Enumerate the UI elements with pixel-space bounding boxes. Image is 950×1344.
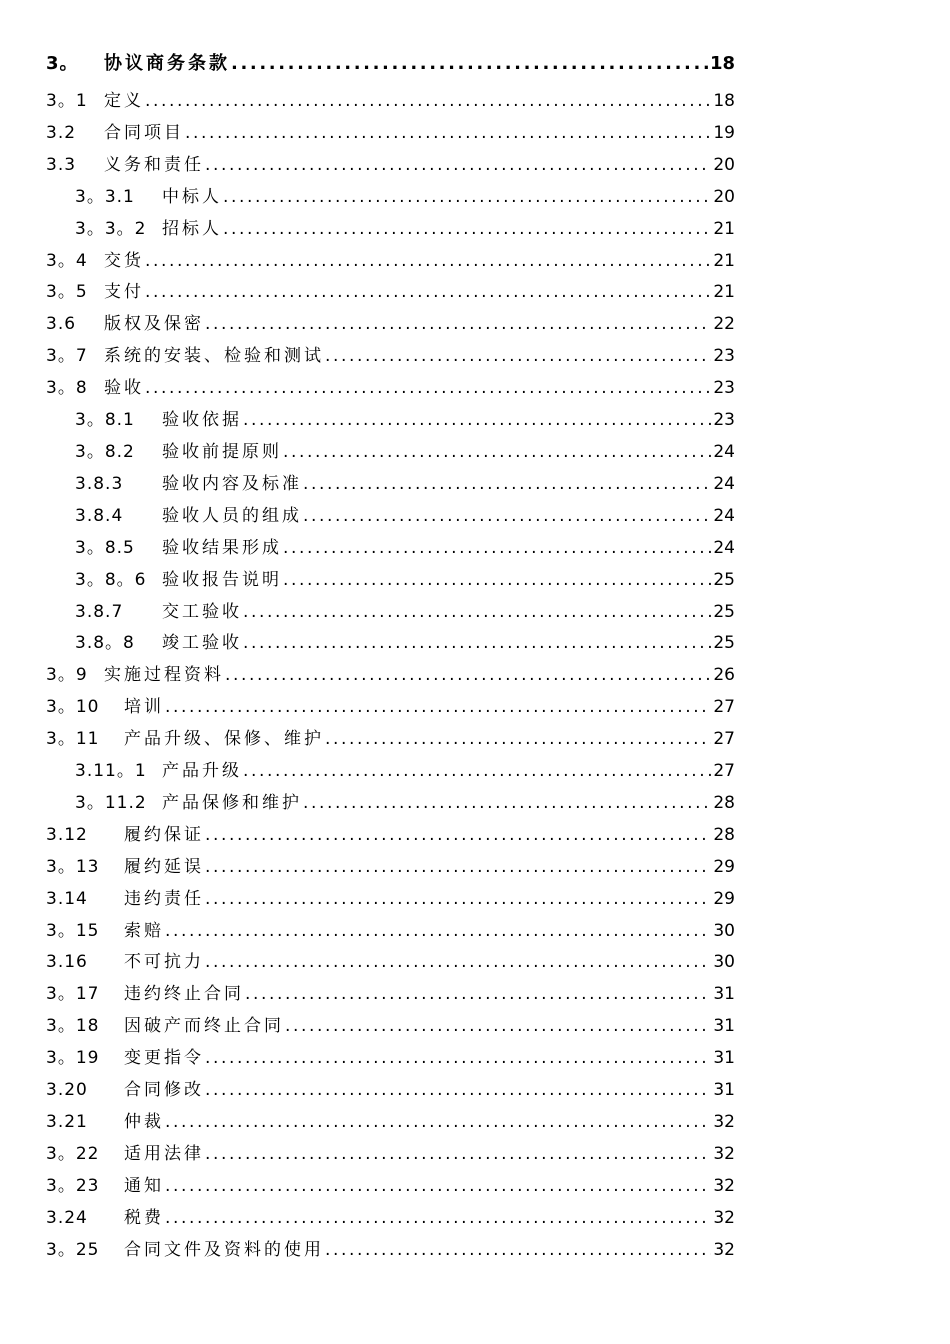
- toc-entry-number: 3。8.5: [75, 537, 135, 558]
- toc-dot-leader: [165, 1107, 711, 1139]
- toc-entry-title: 实施过程资料: [104, 665, 224, 686]
- toc-entry-number: 3。19: [46, 1048, 100, 1069]
- toc-entry-number: 3。23: [46, 1175, 100, 1196]
- toc-entry[interactable]: [46, 692, 735, 724]
- toc-entry[interactable]: [46, 182, 735, 214]
- toc-entry-number: 3.24: [46, 1207, 88, 1228]
- toc-entry-title: 版权及保密: [104, 314, 204, 335]
- toc-dot-leader: [165, 916, 711, 948]
- toc-dot-leader: [245, 979, 711, 1011]
- toc-entry-page-number: 21: [713, 218, 735, 239]
- toc-entry-page-number: 28: [713, 792, 735, 813]
- toc-entry-title: 仲裁: [124, 1112, 164, 1132]
- toc-entry[interactable]: [46, 1011, 735, 1043]
- toc-entry-title: 因破产而终止合同: [124, 1016, 284, 1037]
- toc-entry-title: 验收人员的组成: [162, 505, 302, 526]
- toc-entry-number: 3。13: [46, 856, 100, 877]
- toc-entry-page-number: 31: [713, 984, 735, 1005]
- toc-entry[interactable]: [46, 1235, 735, 1267]
- toc-dot-leader: [243, 628, 711, 660]
- toc-entry-number: 3。7: [46, 346, 88, 367]
- toc-entry-page-number: 21: [713, 282, 735, 303]
- toc-entry-page-number: 32: [713, 1207, 735, 1228]
- toc-entry-number: 3。25: [46, 1239, 100, 1260]
- toc-entry-page-number: 27: [713, 697, 735, 718]
- toc-entry-number: 3.11。1: [75, 761, 147, 782]
- toc-entry-page-number: 32: [713, 1143, 735, 1164]
- toc-dot-leader: [165, 1203, 711, 1235]
- toc-entry-title: 产品升级: [162, 761, 242, 782]
- toc-entry-number: 3。: [46, 53, 79, 74]
- toc-dot-leader: [205, 820, 711, 852]
- toc-entry-page-number: 24: [713, 441, 735, 462]
- toc-entry[interactable]: [46, 1075, 735, 1107]
- toc-dot-leader: [205, 947, 711, 979]
- toc-entry-page-number: 24: [713, 473, 735, 494]
- toc-entry-number: 3.20: [46, 1080, 88, 1101]
- toc-entry[interactable]: [46, 916, 735, 948]
- toc-entry-page-number: 32: [713, 1175, 735, 1196]
- toc-entry-number: 3。10: [46, 697, 100, 718]
- toc-entry[interactable]: [46, 1171, 735, 1203]
- toc-entry-number: 3.3: [46, 154, 77, 175]
- toc-entry-number: 3.6: [46, 314, 77, 335]
- toc-entry[interactable]: [46, 373, 735, 405]
- toc-entry-page-number: 31: [713, 1016, 735, 1037]
- toc-entry-title: 违约终止合同: [124, 984, 244, 1005]
- toc-entry-number: 3。4: [46, 250, 88, 271]
- toc-entry-page-number: 32: [713, 1239, 735, 1260]
- toc-entry-title: 验收: [104, 378, 144, 399]
- toc-entry-page-number: 31: [713, 1048, 735, 1069]
- toc-dot-leader: [283, 565, 711, 597]
- toc-entry[interactable]: [46, 979, 735, 1011]
- toc-entry-page-number: 30: [713, 952, 735, 973]
- toc-entry-number: 3。8: [46, 378, 88, 399]
- toc-entry-title: 合同修改: [124, 1080, 204, 1101]
- toc-entry-title: 中标人: [162, 186, 222, 207]
- toc-entry[interactable]: [46, 150, 735, 182]
- toc-entry[interactable]: [46, 597, 735, 629]
- toc-entry[interactable]: [46, 1107, 735, 1139]
- toc-dot-leader: [185, 118, 711, 150]
- toc-entry[interactable]: [46, 277, 735, 309]
- toc-entry[interactable]: [46, 628, 735, 660]
- toc-dot-leader: [205, 1139, 711, 1171]
- toc-dot-leader: [145, 86, 711, 118]
- toc-entry[interactable]: [46, 947, 735, 979]
- toc-entry[interactable]: [46, 246, 735, 278]
- toc-entry-title: 变更指令: [124, 1048, 204, 1069]
- toc-entry-title: 验收内容及标准: [162, 473, 302, 494]
- toc-dot-leader: [283, 437, 711, 469]
- toc-dot-leader: [223, 214, 711, 246]
- toc-entry-number: 3.8。8: [75, 633, 135, 654]
- toc-entry-number: 3。11: [46, 729, 100, 750]
- toc-entry[interactable]: [46, 214, 735, 246]
- toc-dot-leader: [205, 150, 711, 182]
- toc-dot-leader: [303, 469, 711, 501]
- toc-entry-title: 验收结果形成: [162, 537, 282, 558]
- toc-dot-leader: [205, 884, 711, 916]
- toc-dot-leader: [165, 692, 711, 724]
- toc-entry-page-number: 18: [713, 91, 735, 111]
- toc-entry-title: 培训: [124, 697, 164, 718]
- toc-entry-number: 3。8.1: [75, 410, 135, 431]
- toc-entry-number: 3。17: [46, 984, 100, 1005]
- toc-entry[interactable]: [46, 341, 735, 373]
- toc-entry[interactable]: [46, 565, 735, 597]
- toc-entry[interactable]: [46, 469, 735, 501]
- toc-entry-page-number: 19: [713, 122, 735, 143]
- toc-entry-number: 3。8。6: [75, 569, 147, 590]
- table-of-contents: [46, 48, 735, 1267]
- toc-entry-title: 违约责任: [124, 888, 204, 909]
- toc-dot-leader: [243, 405, 711, 437]
- toc-entry-number: 3.8.4: [75, 505, 124, 526]
- toc-entry[interactable]: [46, 405, 735, 437]
- toc-entry-title: 合同文件及资料的使用: [124, 1239, 324, 1260]
- toc-entry-number: 3.2: [46, 122, 77, 143]
- toc-entry-page-number: 21: [713, 250, 735, 271]
- toc-entry-page-number: 24: [713, 537, 735, 558]
- toc-entry-page-number: 26: [713, 665, 735, 686]
- toc-entry-title: 索赔: [124, 920, 164, 941]
- toc-dot-leader: [283, 533, 711, 565]
- toc-entry[interactable]: [46, 48, 735, 86]
- toc-entry[interactable]: [46, 788, 735, 820]
- toc-dot-leader: [205, 1043, 711, 1075]
- toc-dot-leader: [231, 48, 708, 80]
- toc-entry-title: 适用法律: [124, 1143, 204, 1164]
- toc-entry[interactable]: [46, 533, 735, 565]
- toc-entry-title: 协议商务条款: [104, 53, 230, 74]
- toc-entry-number: 3。8.2: [75, 441, 135, 462]
- toc-entry-page-number: 23: [713, 346, 735, 367]
- toc-entry-page-number: 25: [713, 633, 735, 654]
- toc-entry-page-number: 24: [713, 505, 735, 526]
- toc-entry[interactable]: [46, 1043, 735, 1075]
- toc-entry-page-number: 20: [713, 154, 735, 175]
- toc-entry-number: 3.8.7: [75, 601, 124, 622]
- toc-dot-leader: [243, 756, 711, 788]
- toc-entry[interactable]: [46, 86, 735, 118]
- toc-entry-title: 系统的安装、检验和测试: [104, 346, 324, 367]
- toc-dot-leader: [145, 277, 711, 309]
- toc-entry-title: 通知: [124, 1175, 164, 1196]
- toc-entry-number: 3。22: [46, 1143, 100, 1164]
- toc-dot-leader: [225, 660, 711, 692]
- toc-entry-page-number: 23: [713, 410, 735, 431]
- toc-dot-leader: [205, 852, 711, 884]
- toc-entry-number: 3。5: [46, 282, 88, 303]
- toc-entry-number: 3。18: [46, 1016, 100, 1037]
- toc-entry-title: 义务和责任: [104, 154, 204, 175]
- toc-entry[interactable]: [46, 309, 735, 341]
- toc-dot-leader: [145, 373, 711, 405]
- toc-entry[interactable]: [46, 1203, 735, 1235]
- toc-entry-number: 3。3.1: [75, 186, 135, 207]
- toc-entry-number: 3.21: [46, 1112, 88, 1132]
- toc-entry-title: 交货: [104, 250, 144, 271]
- toc-entry-title: 验收前提原则: [162, 441, 282, 462]
- toc-entry-page-number: 20: [713, 186, 735, 207]
- toc-entry-title: 履约延误: [124, 856, 204, 877]
- toc-entry[interactable]: [46, 884, 735, 916]
- toc-entry-title: 招标人: [162, 218, 222, 239]
- toc-entry[interactable]: [46, 1139, 735, 1171]
- toc-entry[interactable]: [46, 820, 735, 852]
- toc-entry-title: 不可抗力: [124, 952, 204, 973]
- toc-dot-leader: [303, 788, 711, 820]
- toc-entry-title: 产品升级、保修、维护: [124, 729, 324, 750]
- toc-entry[interactable]: [46, 852, 735, 884]
- toc-entry-number: 3.8.3: [75, 473, 124, 494]
- toc-entry-title: 验收报告说明: [162, 569, 282, 590]
- toc-entry-number: 3.12: [46, 824, 88, 845]
- toc-entry-page-number: 29: [713, 856, 735, 877]
- toc-entry-title: 验收依据: [162, 410, 242, 431]
- toc-entry-title: 支付: [104, 282, 144, 303]
- toc-dot-leader: [303, 501, 711, 533]
- toc-entry[interactable]: [46, 756, 735, 788]
- toc-entry-title: 定义: [104, 91, 144, 111]
- toc-dot-leader: [165, 1171, 711, 1203]
- toc-entry-page-number: 25: [713, 601, 735, 622]
- toc-entry-number: 3.16: [46, 952, 88, 973]
- toc-entry-number: 3。15: [46, 920, 100, 941]
- toc-entry-title: 竣工验收: [162, 633, 242, 654]
- toc-entry-page-number: 28: [713, 824, 735, 845]
- toc-entry-page-number: 23: [713, 378, 735, 399]
- toc-entry[interactable]: [46, 501, 735, 533]
- toc-entry-page-number: 27: [713, 761, 735, 782]
- toc-dot-leader: [325, 341, 711, 373]
- toc-entry[interactable]: [46, 437, 735, 469]
- toc-dot-leader: [145, 246, 711, 278]
- toc-entry[interactable]: [46, 724, 735, 756]
- toc-entry-title: 交工验收: [162, 601, 242, 622]
- toc-entry-page-number: 32: [713, 1112, 735, 1132]
- toc-entry-title: 履约保证: [124, 824, 204, 845]
- toc-entry-page-number: 31: [713, 1080, 735, 1101]
- toc-entry-number: 3.14: [46, 888, 88, 909]
- toc-entry-number: 3。1: [46, 91, 88, 111]
- toc-dot-leader: [223, 182, 711, 214]
- toc-entry-title: 产品保修和维护: [162, 792, 302, 813]
- toc-dot-leader: [205, 309, 711, 341]
- toc-dot-leader: [205, 1075, 711, 1107]
- toc-entry[interactable]: [46, 660, 735, 692]
- toc-entry-title: 合同项目: [104, 122, 184, 143]
- toc-entry[interactable]: [46, 118, 735, 150]
- toc-dot-leader: [285, 1011, 711, 1043]
- toc-dot-leader: [243, 597, 711, 629]
- toc-entry-page-number: 29: [713, 888, 735, 909]
- toc-entry-page-number: 25: [713, 569, 735, 590]
- toc-entry-page-number: 22: [713, 314, 735, 335]
- toc-dot-leader: [325, 1235, 711, 1267]
- toc-entry-page-number: 30: [713, 920, 735, 941]
- toc-entry-title: 税费: [124, 1207, 164, 1228]
- toc-entry-page-number: 18: [709, 53, 735, 74]
- toc-entry-number: 3。3。2: [75, 218, 147, 239]
- toc-entry-page-number: 27: [713, 729, 735, 750]
- toc-dot-leader: [325, 724, 711, 756]
- toc-entry-number: 3。11.2: [75, 792, 147, 813]
- toc-entry-number: 3。9: [46, 665, 88, 686]
